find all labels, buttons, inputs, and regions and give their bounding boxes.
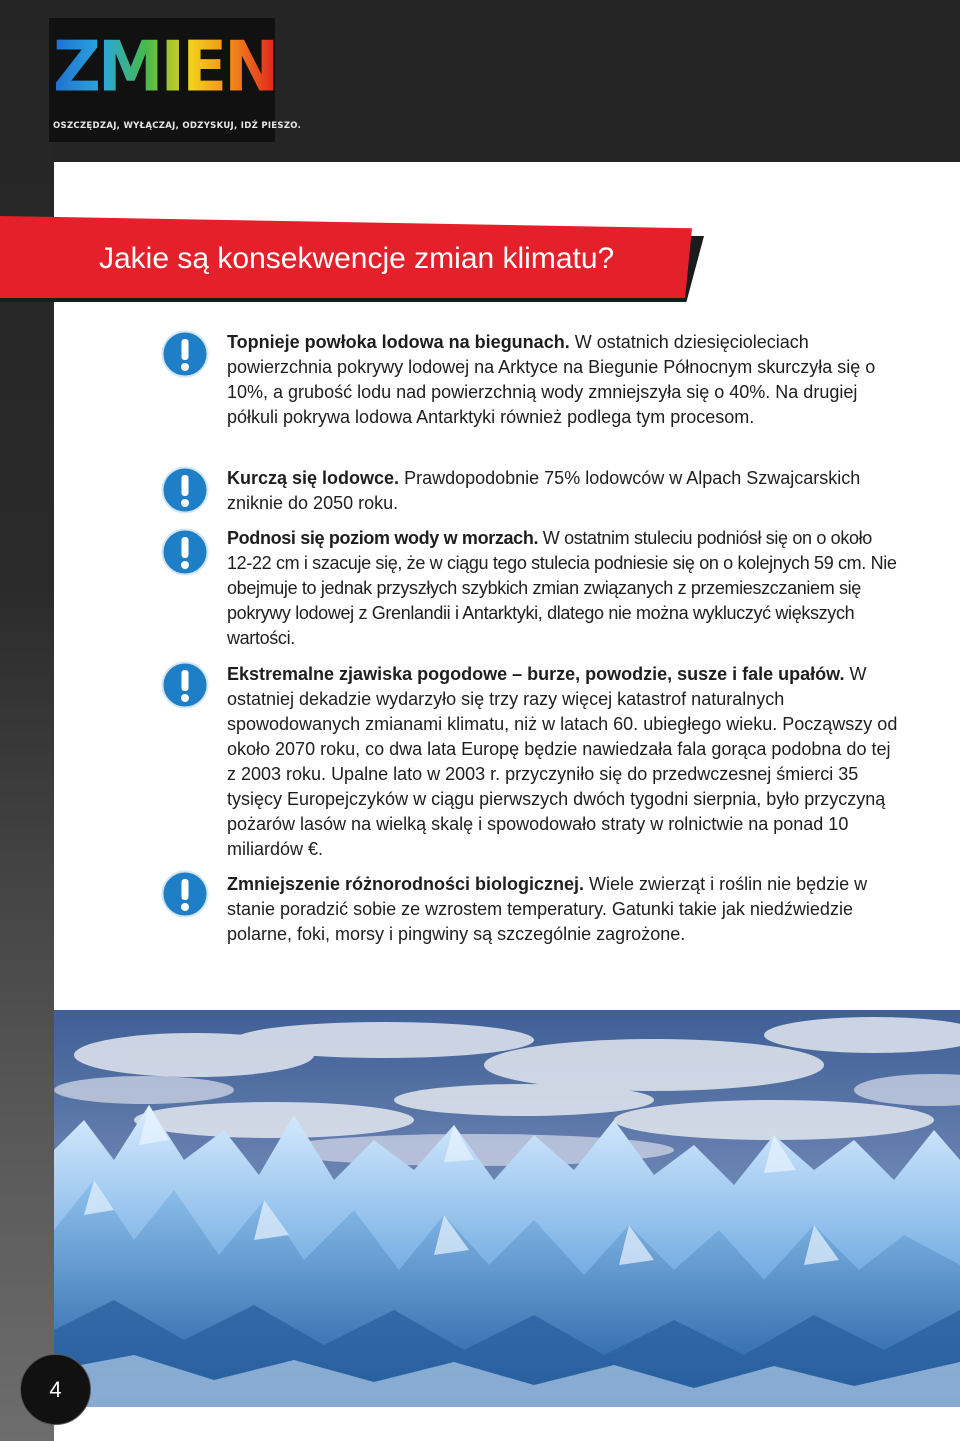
section-glaciers — [227, 466, 899, 516]
section-extreme-weather — [227, 662, 899, 862]
logo-wordmark: ZMIENIAJ — [53, 20, 275, 114]
section-lead: Podnosi się poziom wody w morzach. — [227, 528, 539, 548]
page-number-badge — [20, 1354, 91, 1425]
exclamation-circle-icon — [161, 330, 209, 378]
logo-tagline: OSZCZĘDZAJ, WYŁĄCZAJ, ODZYSKUJ, IDŹ PIESZO. — [53, 121, 302, 131]
page-title: Jakie są konsekwencje zmian klimatu? — [99, 242, 615, 275]
section-lead: Ekstremalne zjawiska pogodowe – burze, powodzie, susze i fale upałów. — [227, 664, 845, 684]
exclamation-circle-icon — [161, 870, 209, 918]
section-body: W ostatnich dziesięcioleciach powierzchnia pokrywy lodowej na Arktyce na Biegunie Północnym skurczyła się o 10%, a grubość lodu nad powierzchnią wody zmniejszyła się o 40%. Na drugiej półkuli pokrywa lodowa Antarktyki również podlega tym procesom. — [227, 332, 876, 427]
section-lead: Zmniejszenie różnorodności biologicznej. — [227, 874, 585, 894]
page-number: 4 — [49, 1377, 62, 1402]
zmieniaj-logo — [49, 18, 368, 142]
section-body: W ostatniej dekadzie wydarzyło się trzy razy więcej katastrof naturalnych spowodowanych zmianami klimatu, niż w latach 60. ubiegłego wieku. Począwszy od około 2070 roku, co dwa lata Europę będzie nawiedzała fala gorąca podobna do tej z 2003 roku. Upalne lato w 2003 r. przyczyniło się do przedwczesnej śmierci 35 tysięcy Europejczyków w ciągu pierwszych dwóch tygodni sierpnia, było przyczyną pożarów lasów na wielką skalę i spowodowało straty w rolnictwie na ponad 10 miliardów €. — [227, 664, 898, 859]
section-body: W ostatnim stuleciu podniósł się on o około 12-22 cm i szacuje się, że w ciągu tego stulecia podniesie się on o kolejnych 59 cm. Nie obejmuje to jednak przyszłych szybkich zmian związanych z przemieszczaniem się pokrywy lodowej z Grenlandii i Antarktyki, dlatego nie można wykluczyć większych wartości. — [227, 528, 897, 648]
section-biodiversity — [227, 872, 899, 947]
glacier-photo — [54, 1010, 960, 1407]
exclamation-circle-icon — [161, 466, 209, 514]
section-body: Wiele zwierząt i roślin nie będzie w stanie poradzić sobie ze wzrostem temperatury. Gatunki takie jak niedźwiedzie polarne, foki, morsy i pingwiny są szczególnie zagrożone. — [227, 874, 868, 944]
section-body: Prawdopodobnie 75% lodowców w Alpach Szwajcarskich zniknie do 2050 roku. — [227, 468, 861, 513]
section-lead: Kurczą się lodowce. — [227, 468, 400, 488]
section-sea-level — [227, 526, 899, 651]
exclamation-circle-icon — [161, 661, 209, 709]
exclamation-circle-icon — [161, 528, 209, 576]
section-ice-caps — [227, 330, 899, 430]
section-lead: Topnieje powłoka lodowa na biegunach. — [227, 332, 570, 352]
